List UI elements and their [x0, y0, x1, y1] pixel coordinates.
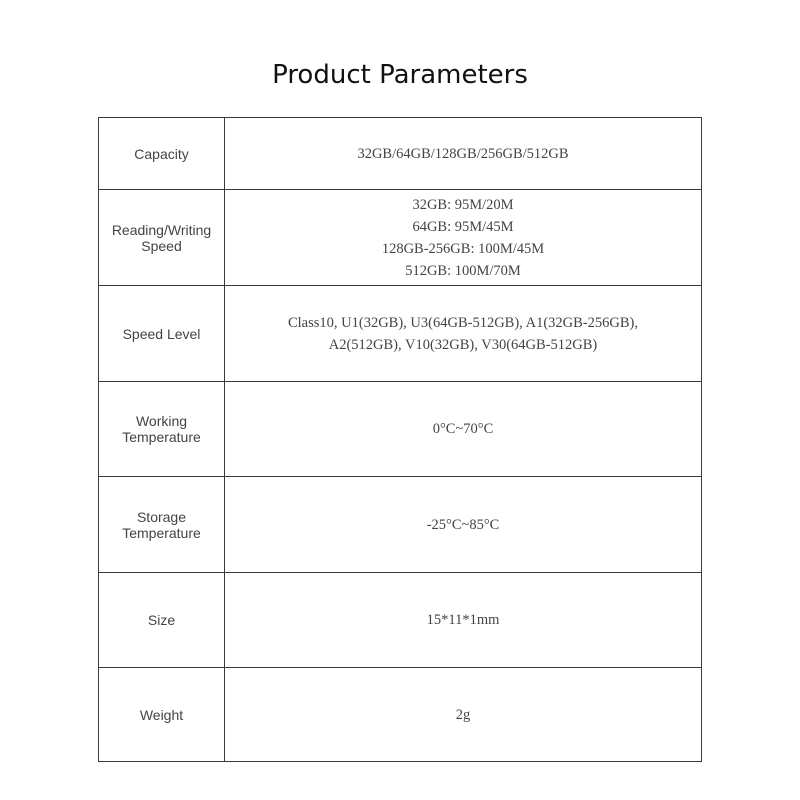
weight-value — [225, 668, 702, 762]
row-value-text: 512GB: 100M/70M — [405, 262, 521, 279]
row-label-text: Capacity — [134, 145, 189, 162]
table-row — [99, 286, 702, 382]
row-label-text: Size — [147, 612, 176, 628]
working-temperature-label — [99, 382, 225, 477]
row-value-text: 2g — [455, 706, 471, 723]
table-row — [99, 382, 702, 477]
capacity-value — [225, 118, 702, 190]
speed-level-label — [99, 286, 225, 382]
row-value-text: 0°C~70°C — [432, 421, 494, 437]
size-value — [225, 573, 702, 668]
table-row — [99, 477, 702, 573]
speed-level-value — [225, 286, 702, 382]
read-write-speed-label — [99, 190, 225, 286]
table-row — [99, 668, 702, 762]
row-label-text: Working — [135, 413, 188, 429]
storage-temperature-label — [99, 477, 225, 573]
row-value-text: A2(512GB), V10(32GB), V30(64GB-512GB) — [328, 336, 598, 353]
row-value-text: 32GB: 95M/20M — [412, 196, 514, 213]
page-title: Product Parameters — [272, 60, 528, 90]
row-value-text: 64GB: 95M/45M — [412, 218, 514, 235]
row-value-text: 128GB-256GB: 100M/45M — [381, 240, 545, 257]
capacity-label — [99, 118, 225, 190]
row-label-text: Speed Level — [122, 325, 201, 342]
read-write-speed-value — [225, 190, 702, 286]
row-label-text: Speed — [141, 237, 182, 254]
row-value-text: 15*11*1mm — [426, 612, 500, 628]
row-value-text: -25°C~85°C — [426, 516, 500, 533]
row-label-text: Reading/Writing — [111, 221, 212, 238]
row-label-text: Temperature — [122, 429, 201, 445]
row-label-text: Weight — [139, 706, 184, 723]
table-row — [99, 118, 702, 190]
table-row — [99, 190, 702, 286]
row-value-text: Class10, U1(32GB), U3(64GB-512GB), A1(32GB-256GB), — [287, 314, 638, 331]
storage-temperature-value — [225, 477, 702, 573]
row-label-text: Storage — [136, 508, 187, 525]
working-temperature-value — [225, 382, 702, 477]
row-label-text: Temperature — [122, 524, 201, 541]
size-label — [99, 573, 225, 668]
parameters-table — [98, 117, 702, 762]
weight-label — [99, 668, 225, 762]
row-value-text: 32GB/64GB/128GB/256GB/512GB — [357, 145, 569, 162]
table-row — [99, 573, 702, 668]
